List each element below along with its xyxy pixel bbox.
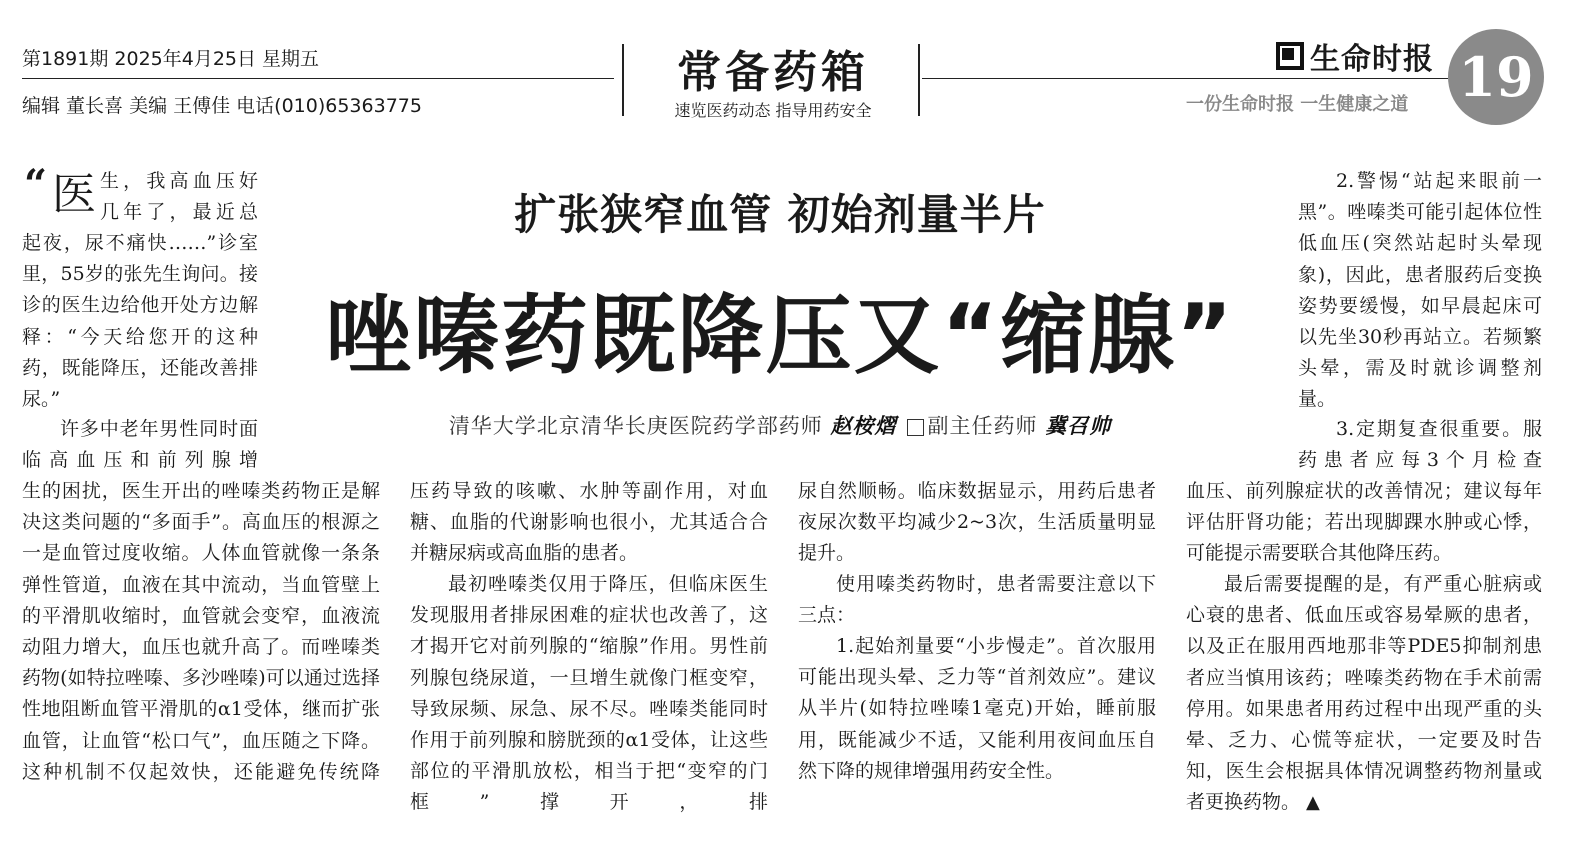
subheadline: 扩张狭窄血管 初始剂量半片 <box>514 190 1046 239</box>
logo-mark-icon <box>1276 42 1304 70</box>
masthead-rule-left <box>22 78 614 79</box>
headline: 唑嗪药既降压又“缩腺” <box>325 286 1235 386</box>
page-number-badge: 19 <box>1448 29 1544 125</box>
paragraph-tip-2: 2.警惕“站起来眼前一黑”。唑嗪类可能引起体位性低血压(突然站起时头晕现象)，因此，患者服药后变换姿势要缓慢，如早晨起床可以先坐30秒再站立。若频繁头晕，需及时就诊调整剂量。 <box>1298 170 1542 411</box>
issue-date-line: 第1891期 2025年4月25日 星期五 <box>22 48 320 70</box>
paragraph-tip-1: 1.起始剂量要“小步慢走”。首次服用可能出现头晕、乏力等“首剂效应”。建议从半片(如特拉唑嗪1毫克)开始，睡前服用，既能减少不适，又能利用夜间血压自然下降的规律增强用药安全性。 <box>798 635 1156 782</box>
masthead-divider-right <box>918 44 920 116</box>
lead-line-1: 生，我高血压好 <box>100 170 258 192</box>
slogan: 一份生命时报 一生健康之道 <box>1186 94 1409 115</box>
byline <box>380 410 1180 440</box>
masthead-divider-left <box>622 44 624 116</box>
masthead-rule-right <box>922 78 1448 79</box>
paragraph-intro: 许多中老年男性同时面临高血压和前列腺增 <box>22 418 258 472</box>
lead-paragraph: 起夜，尿不痛快……”诊室里，55岁的张先生询问。接诊的医生边给他开处方边解释：“今天给您开的这种药，既能降压，还能改善排尿。” <box>22 232 258 411</box>
author-name-2: 冀召帅 <box>1045 413 1112 438</box>
editor-credits: 编辑 董长喜 美编 王傅佳 电话(010)65363775 <box>22 95 422 117</box>
separator-box-icon <box>907 419 924 436</box>
newspaper-logo <box>1276 34 1434 78</box>
paragraph-tip-3: 3.定期复查很重要。服药患者应每3个月检查 <box>1298 418 1542 472</box>
end-triangle-icon: ▲ <box>1306 792 1320 814</box>
byline-title: 副主任药师 <box>927 414 1038 438</box>
paragraph-warning <box>1186 569 1542 819</box>
author-name-1: 赵桉熠 <box>830 413 897 438</box>
paragraph-mechanism: 生的困扰，医生开出的唑嗪类药物正是解决这类问题的“多面手”。高血压的根源之一是血管过度收缩。人体血管就像一条条弹性管道，血液在其中流动，当血管壁上的平滑肌收缩时，血管就会变窄，血液流动阻力增大，血压也就升高了。而唑嗪类药物(如特拉唑嗪、多沙唑嗪)可以通过选择性地阻断血管平滑肌的α1受体，继而扩张血管，让血管“松口气”，血压随之下降。这种机制不仅起效快，还能避免传统降 <box>22 480 380 783</box>
paragraph-prostate: 最初唑嗪类仅用于降压，但临床医生发现服用者排尿困难的症状也改善了，这才揭开它对前列腺的“缩腺”作用。男性前列腺包绕尿道，一旦增生就像门框变窄，导致尿频、尿急、尿不尽。唑嗪类能同时作用于前列腺和膀胱颈的α1受体，让这些部位的平滑肌放松，相当于把“变窄的门框”撑开，排 <box>410 573 768 814</box>
section-title: 常备药箱 <box>677 47 869 98</box>
paragraph-clinical-data: 尿自然顺畅。临床数据显示，用药后患者夜尿次数平均减少2~3次，生活质量明显提升。 <box>798 480 1156 565</box>
paragraph-precautions-intro: 使用嗪类药物时，患者需要注意以下三点： <box>798 573 1156 627</box>
paragraph-checkup: 血压、前列腺症状的改善情况；建议每年评估肝肾功能；若出现脚踝水肿或心悸，可能提示需要联合其他降压药。 <box>1186 480 1542 565</box>
warning-text: 最后需要提醒的是，有严重心脏病或心衰的患者、低血压或容易晕厥的患者，以及正在服用西地那非等PDE5抑制剂患者应当慎用该药；唑嗪类药物在手术前需停用。如果患者用药过程中出现严重的头晕、乏力、心慌等症状，一定要及时告知，医生会根据具体情况调整药物剂量或者更换药物。 <box>1186 573 1542 814</box>
paragraph-side-effects: 压药导致的咳嗽、水肿等副作用，对血糖、血脂的代谢影响也很小，尤其适合合并糖尿病或高血脂的患者。 <box>410 480 768 565</box>
drop-cap: 医 <box>52 169 96 220</box>
byline-affiliation: 清华大学北京清华长庚医院药学部药师 <box>448 414 823 438</box>
opening-quote-mark: “ <box>24 161 48 208</box>
logo-text: 生命时报 <box>1310 42 1434 77</box>
lead-line-2: 几年了，最近总 <box>100 201 258 223</box>
section-subtitle: 速览医药动态 指导用药安全 <box>674 101 872 120</box>
